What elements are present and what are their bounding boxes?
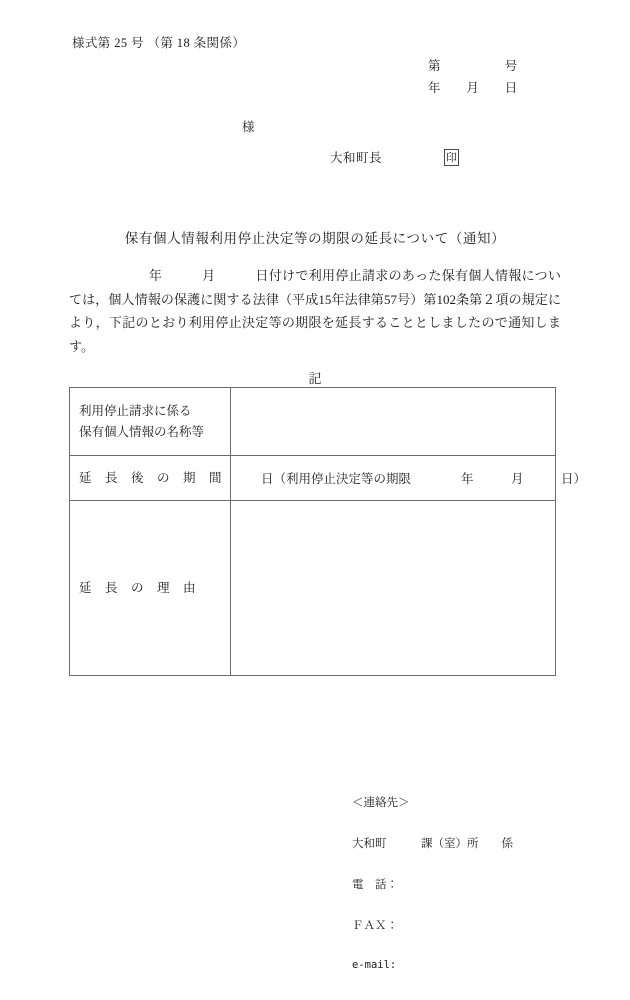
- issuer-line: [330, 148, 459, 166]
- table-row: [70, 501, 556, 676]
- row-label-reason: [70, 501, 231, 676]
- ki-marker: 記: [308, 371, 322, 386]
- document-date-field: 年 月 日: [428, 81, 518, 95]
- row-label-line: 延 長 後 の 期 間: [79, 470, 223, 485]
- page-title: 保有個人情報利用停止決定等の期限の延長について（通知）: [124, 231, 506, 246]
- addressee-line: 様: [242, 120, 255, 134]
- row-value-extended-period[interactable]: 日（利用停止決定等の期限 年 月 日）: [231, 456, 556, 501]
- contact-block: [352, 769, 513, 1000]
- form-number: 様式第 25 号 （第 18 条関係）: [72, 36, 246, 50]
- table-row: [70, 388, 556, 456]
- issuer-name: 大和町長: [330, 151, 383, 165]
- row-label-extended-period: [70, 456, 231, 501]
- contact-office: 大和町 課（室）所 係: [352, 835, 513, 850]
- body-paragraph: 年 月 日付けで利用停止請求のあった保有個人情報については，個人情報の保護に関する法律（平成15年法律第57号）第102条第２項の規定により，下記のとおり利用停止決定等の期限を延長することとしましたので通知します。: [69, 268, 561, 354]
- row-label-line: 延 長 の 理 由: [79, 580, 197, 595]
- row-label-line: 保有個人情報の名称等: [79, 424, 205, 439]
- row-label-line: 利用停止請求に係る: [79, 403, 192, 418]
- row-label-information-name: [70, 388, 231, 456]
- detail-table: [69, 387, 587, 676]
- table-row: [70, 456, 556, 501]
- seal-stamp-icon: 印: [444, 149, 459, 166]
- contact-heading: ＜連絡先＞: [352, 795, 410, 810]
- row-value-reason[interactable]: [231, 501, 556, 676]
- document-number-field: 第 号: [428, 59, 518, 73]
- row-value-information-name[interactable]: [231, 388, 556, 456]
- contact-fax: ＦＡＸ：: [352, 917, 398, 932]
- contact-email: e-mail:: [352, 959, 397, 972]
- contact-phone: 電 話：: [352, 876, 398, 891]
